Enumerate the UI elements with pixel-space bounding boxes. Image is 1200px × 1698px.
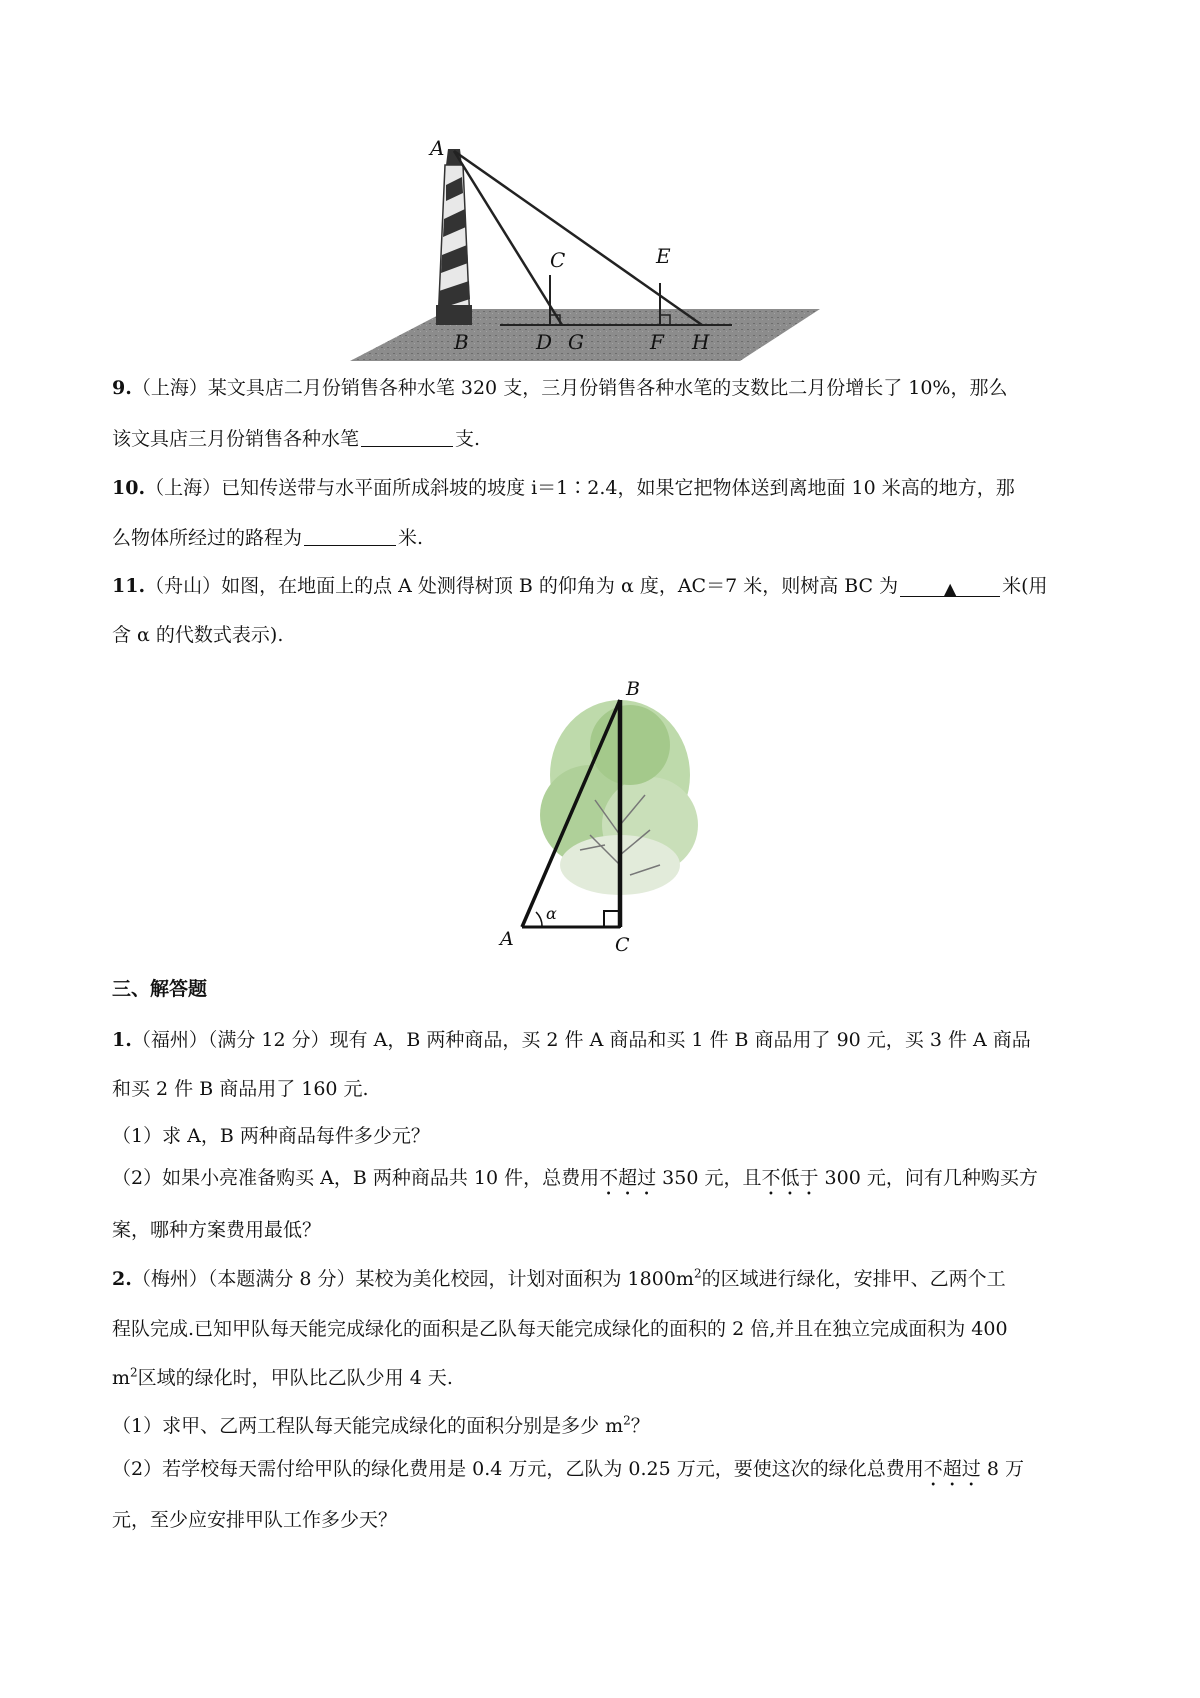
p1-sub2: （2）如果小亮准备购买 A，B 两种商品共 10 件，总费用不超过 350 元，且不低于 300 元，问有几种购买方 xyxy=(112,1167,1038,1189)
label-C: C xyxy=(550,248,566,272)
p2-sub2-line2: 元，至少应安排甲队工作多少天？ xyxy=(112,1509,398,1531)
lighthouse-figure xyxy=(350,135,830,365)
q10-line2: 么物体所经过的路程为 米. xyxy=(112,527,424,549)
p1-line2: 和买 2 件 B 商品用了 160 元. xyxy=(112,1078,369,1100)
p2-line1: 2.（梅州）（本题满分 8 分）某校为美化校园，计划对面积为 $1800m^2$的区域进行绿化，安排甲、乙两个工 xyxy=(112,1266,1006,1290)
label-B: B xyxy=(626,678,640,700)
label-C: C xyxy=(615,934,630,955)
q11-line2: 含 α 的代数式表示). xyxy=(112,624,284,646)
label-H: H xyxy=(692,330,710,354)
q9-number: 9. xyxy=(112,377,132,399)
p2-line2: 程队完成.已知甲队每天能完成绿化的面积是乙队每天能完成绿化的面积的 2 倍,并且在独立完成面积为 400 xyxy=(112,1318,1008,1340)
q9-line1: 9.（上海）某文具店二月份销售各种水笔 320 支，三月份销售各种水笔的支数比二月份增长了 10%，那么 xyxy=(112,377,1008,399)
q10-answer-blank[interactable] xyxy=(304,525,396,546)
p2-sub1: （1）求甲、乙两工程队每天能完成绿化的面积分别是多少 $m^2$？ xyxy=(112,1413,650,1437)
p2-sub2: （2）若学校每天需付给甲队的绿化费用是 0.4 万元，乙队为 0.25 万元，要使这次的绿化总费用不超过 8 万 xyxy=(112,1458,1024,1480)
tree-figure xyxy=(480,665,740,955)
lighthouse-tower xyxy=(436,149,472,325)
q11-line1: 11.（舟山）如图，在地面上的点 A 处测得树顶 B 的仰角为 α 度，AC＝7 米，则树高 BC 为 ▲ 米(用 xyxy=(112,575,1048,598)
section-heading: 三、解答题 xyxy=(112,978,208,1000)
q9-line2: 该文具店三月份销售各种水笔 支. xyxy=(112,428,481,450)
q11-answer-blank[interactable] xyxy=(900,574,1000,597)
q10-number: 10. xyxy=(112,477,146,499)
label-B: B xyxy=(454,330,469,354)
label-A: A xyxy=(500,928,514,950)
q11-number: 11. xyxy=(112,575,146,597)
label-A: A xyxy=(430,136,445,160)
emphasis-not-below: 不低于 xyxy=(761,1167,819,1189)
p1-sub2-line2: 案，哪种方案费用最低？ xyxy=(112,1219,322,1241)
label-E: E xyxy=(656,244,671,268)
label-alpha: α xyxy=(546,904,557,923)
emphasis-not-exceed: 不超过 xyxy=(599,1167,657,1189)
q9-answer-blank[interactable] xyxy=(361,426,453,447)
p1-line1: 1.（福州）（满分 12 分）现有 A，B 两种商品，买 2 件 A 商品和买 1 件 B 商品用了 90 元，买 3 件 A 商品 xyxy=(112,1029,1031,1051)
emphasis-not-exceed-2: 不超过 xyxy=(923,1458,981,1480)
triangle-mark-icon: ▲ xyxy=(943,579,957,598)
label-F: F xyxy=(650,330,664,354)
p2-number: 2. xyxy=(112,1268,132,1290)
p1-number: 1. xyxy=(112,1029,132,1051)
p1-sub1: （1）求 A，B 两种商品每件多少元？ xyxy=(112,1125,430,1147)
label-D: D xyxy=(536,330,553,354)
label-G: G xyxy=(568,330,584,354)
p2-line3: $m^2$区域的绿化时，甲队比乙队少用 4 天. xyxy=(112,1365,453,1389)
q10-line1: 10.（上海）已知传送带与水平面所成斜坡的坡度 i＝1∶2.4，如果它把物体送到离地面 10 米高的地方，那 xyxy=(112,477,1015,499)
ground-plane xyxy=(350,309,820,361)
